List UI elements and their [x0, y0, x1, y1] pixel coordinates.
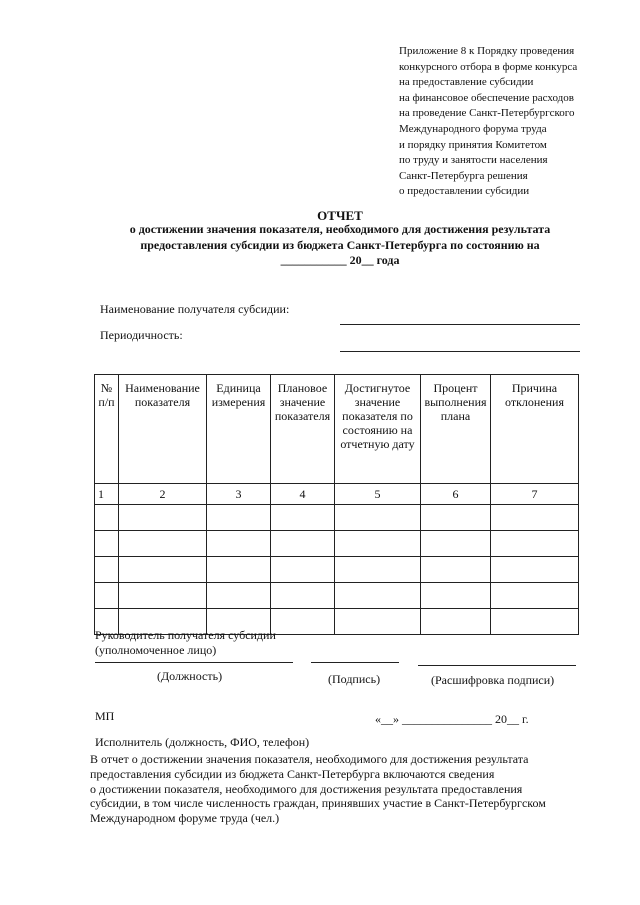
position-caption: (Должность)	[157, 669, 223, 683]
table-row	[95, 531, 579, 557]
table-cell[interactable]	[335, 583, 421, 609]
table-cell[interactable]	[491, 531, 579, 557]
table-row	[95, 583, 579, 609]
footnote-line: В отчет о достижении значения показателя, необходимого для достижения результата	[90, 752, 529, 766]
recipient-input-line[interactable]	[340, 324, 580, 325]
appendix-line: Санкт-Петербурга решения	[399, 169, 528, 182]
column-number: 5	[335, 484, 421, 505]
appendix-line: Приложение 8 к Порядку проведения	[399, 45, 575, 57]
column-number: 6	[421, 484, 491, 505]
page-title: ОТЧЕТ	[317, 208, 363, 223]
appendix-line: на проведение Санкт-Петербургского	[399, 107, 575, 120]
appendix-line: конкурсного отбора в форме конкурса	[399, 60, 578, 73]
title-subline: предоставления субсидии из бюджета Санкт-Петербурга по состоянию на	[140, 238, 540, 252]
header-number: № п/п	[95, 375, 119, 484]
appendix-line: Международного форума труда	[399, 122, 547, 135]
table-cell[interactable]	[271, 557, 335, 583]
column-number: 3	[207, 484, 271, 505]
position-line[interactable]	[95, 662, 293, 663]
header-completion-percent: Процент выполнения плана	[421, 375, 491, 484]
signature-caption: (Подпись)	[328, 672, 381, 686]
table-cell[interactable]	[421, 531, 491, 557]
appendix-line: и порядку принятия Комитетом	[399, 138, 547, 151]
table-cell[interactable]	[271, 531, 335, 557]
header-achieved-value: Достигнутое значение показателя по состоянию на отчетную дату	[335, 375, 421, 484]
appendix-note	[399, 44, 577, 200]
table-cell[interactable]	[95, 583, 119, 609]
footnote-line: Международном форуме труда (чел.)	[90, 811, 280, 826]
table-cell[interactable]	[119, 583, 207, 609]
signature-line[interactable]	[311, 662, 399, 663]
table-cell[interactable]	[491, 557, 579, 583]
executor-label: Исполнитель (должность, ФИО, телефон)	[95, 735, 310, 749]
table-cell[interactable]	[491, 583, 579, 609]
footnote-line: предоставления субсидии из бюджета Санкт-Петербурга включаются сведения	[90, 766, 495, 781]
title-subline: о достижении значения показателя, необходимого для достижения результата	[129, 222, 551, 236]
table-cell[interactable]	[95, 531, 119, 557]
periodicity-input-line[interactable]	[340, 351, 580, 352]
footnote-line: субсидии, в том числе численность граждан, принявших участие в Санкт-Петербургском	[90, 796, 546, 811]
title-date-line: ___________ 20__ года	[280, 253, 400, 267]
column-number: 7	[491, 484, 579, 505]
table-cell[interactable]	[491, 505, 579, 531]
header-indicator-name: Наименование показателя	[119, 375, 207, 484]
table-cell[interactable]	[207, 583, 271, 609]
table-cell[interactable]	[421, 609, 491, 635]
table-cell[interactable]	[271, 609, 335, 635]
head-sublabel: (уполномоченное лицо)	[95, 643, 217, 657]
table-cell[interactable]	[95, 557, 119, 583]
table-row	[95, 505, 579, 531]
footnote	[90, 752, 590, 826]
header-unit: Единица измерения	[207, 375, 271, 484]
table-cell[interactable]	[271, 583, 335, 609]
table-cell[interactable]	[335, 609, 421, 635]
table-cell[interactable]	[271, 505, 335, 531]
column-number: 1	[95, 484, 119, 505]
table-cell[interactable]	[119, 505, 207, 531]
footnote-line: о достижении показателя, необходимого для достижения результата предоставления	[90, 781, 523, 796]
column-number-row	[95, 484, 579, 505]
table-cell[interactable]	[207, 531, 271, 557]
table-cell[interactable]	[421, 583, 491, 609]
appendix-line: по труду и занятости населения	[399, 154, 548, 167]
header-deviation-reason: Причина отклонения	[491, 375, 579, 484]
table-cell[interactable]	[335, 505, 421, 531]
header-planned-value: Плановое значение показателя	[271, 375, 335, 484]
periodicity-label: Периодичность:	[100, 328, 183, 342]
decoding-line[interactable]	[418, 665, 576, 666]
table-cell[interactable]	[421, 505, 491, 531]
table-cell[interactable]	[335, 557, 421, 583]
date-field[interactable]: «__» _______________ 20__ г.	[375, 712, 529, 726]
appendix-line: на предоставление субсидии	[399, 76, 534, 89]
recipient-label: Наименование получателя субсидии:	[100, 302, 290, 316]
column-number: 2	[119, 484, 207, 505]
column-number: 4	[271, 484, 335, 505]
appendix-line: о предоставлении субсидии	[399, 185, 530, 198]
appendix-line: на финансовое обеспечение расходов	[399, 91, 574, 104]
report-table	[94, 374, 579, 635]
table-cell[interactable]	[207, 505, 271, 531]
table-cell[interactable]	[335, 531, 421, 557]
table-cell[interactable]	[95, 505, 119, 531]
head-label: Руководитель получателя субсидии	[95, 628, 276, 642]
table-row	[95, 557, 579, 583]
table-cell[interactable]	[119, 531, 207, 557]
stamp-label: МП	[95, 709, 115, 723]
decoding-caption: (Расшифровка подписи)	[431, 673, 555, 687]
table-header-row	[95, 375, 579, 484]
table-cell[interactable]	[491, 609, 579, 635]
table-cell[interactable]	[421, 557, 491, 583]
table-cell[interactable]	[119, 557, 207, 583]
table-cell[interactable]	[207, 557, 271, 583]
